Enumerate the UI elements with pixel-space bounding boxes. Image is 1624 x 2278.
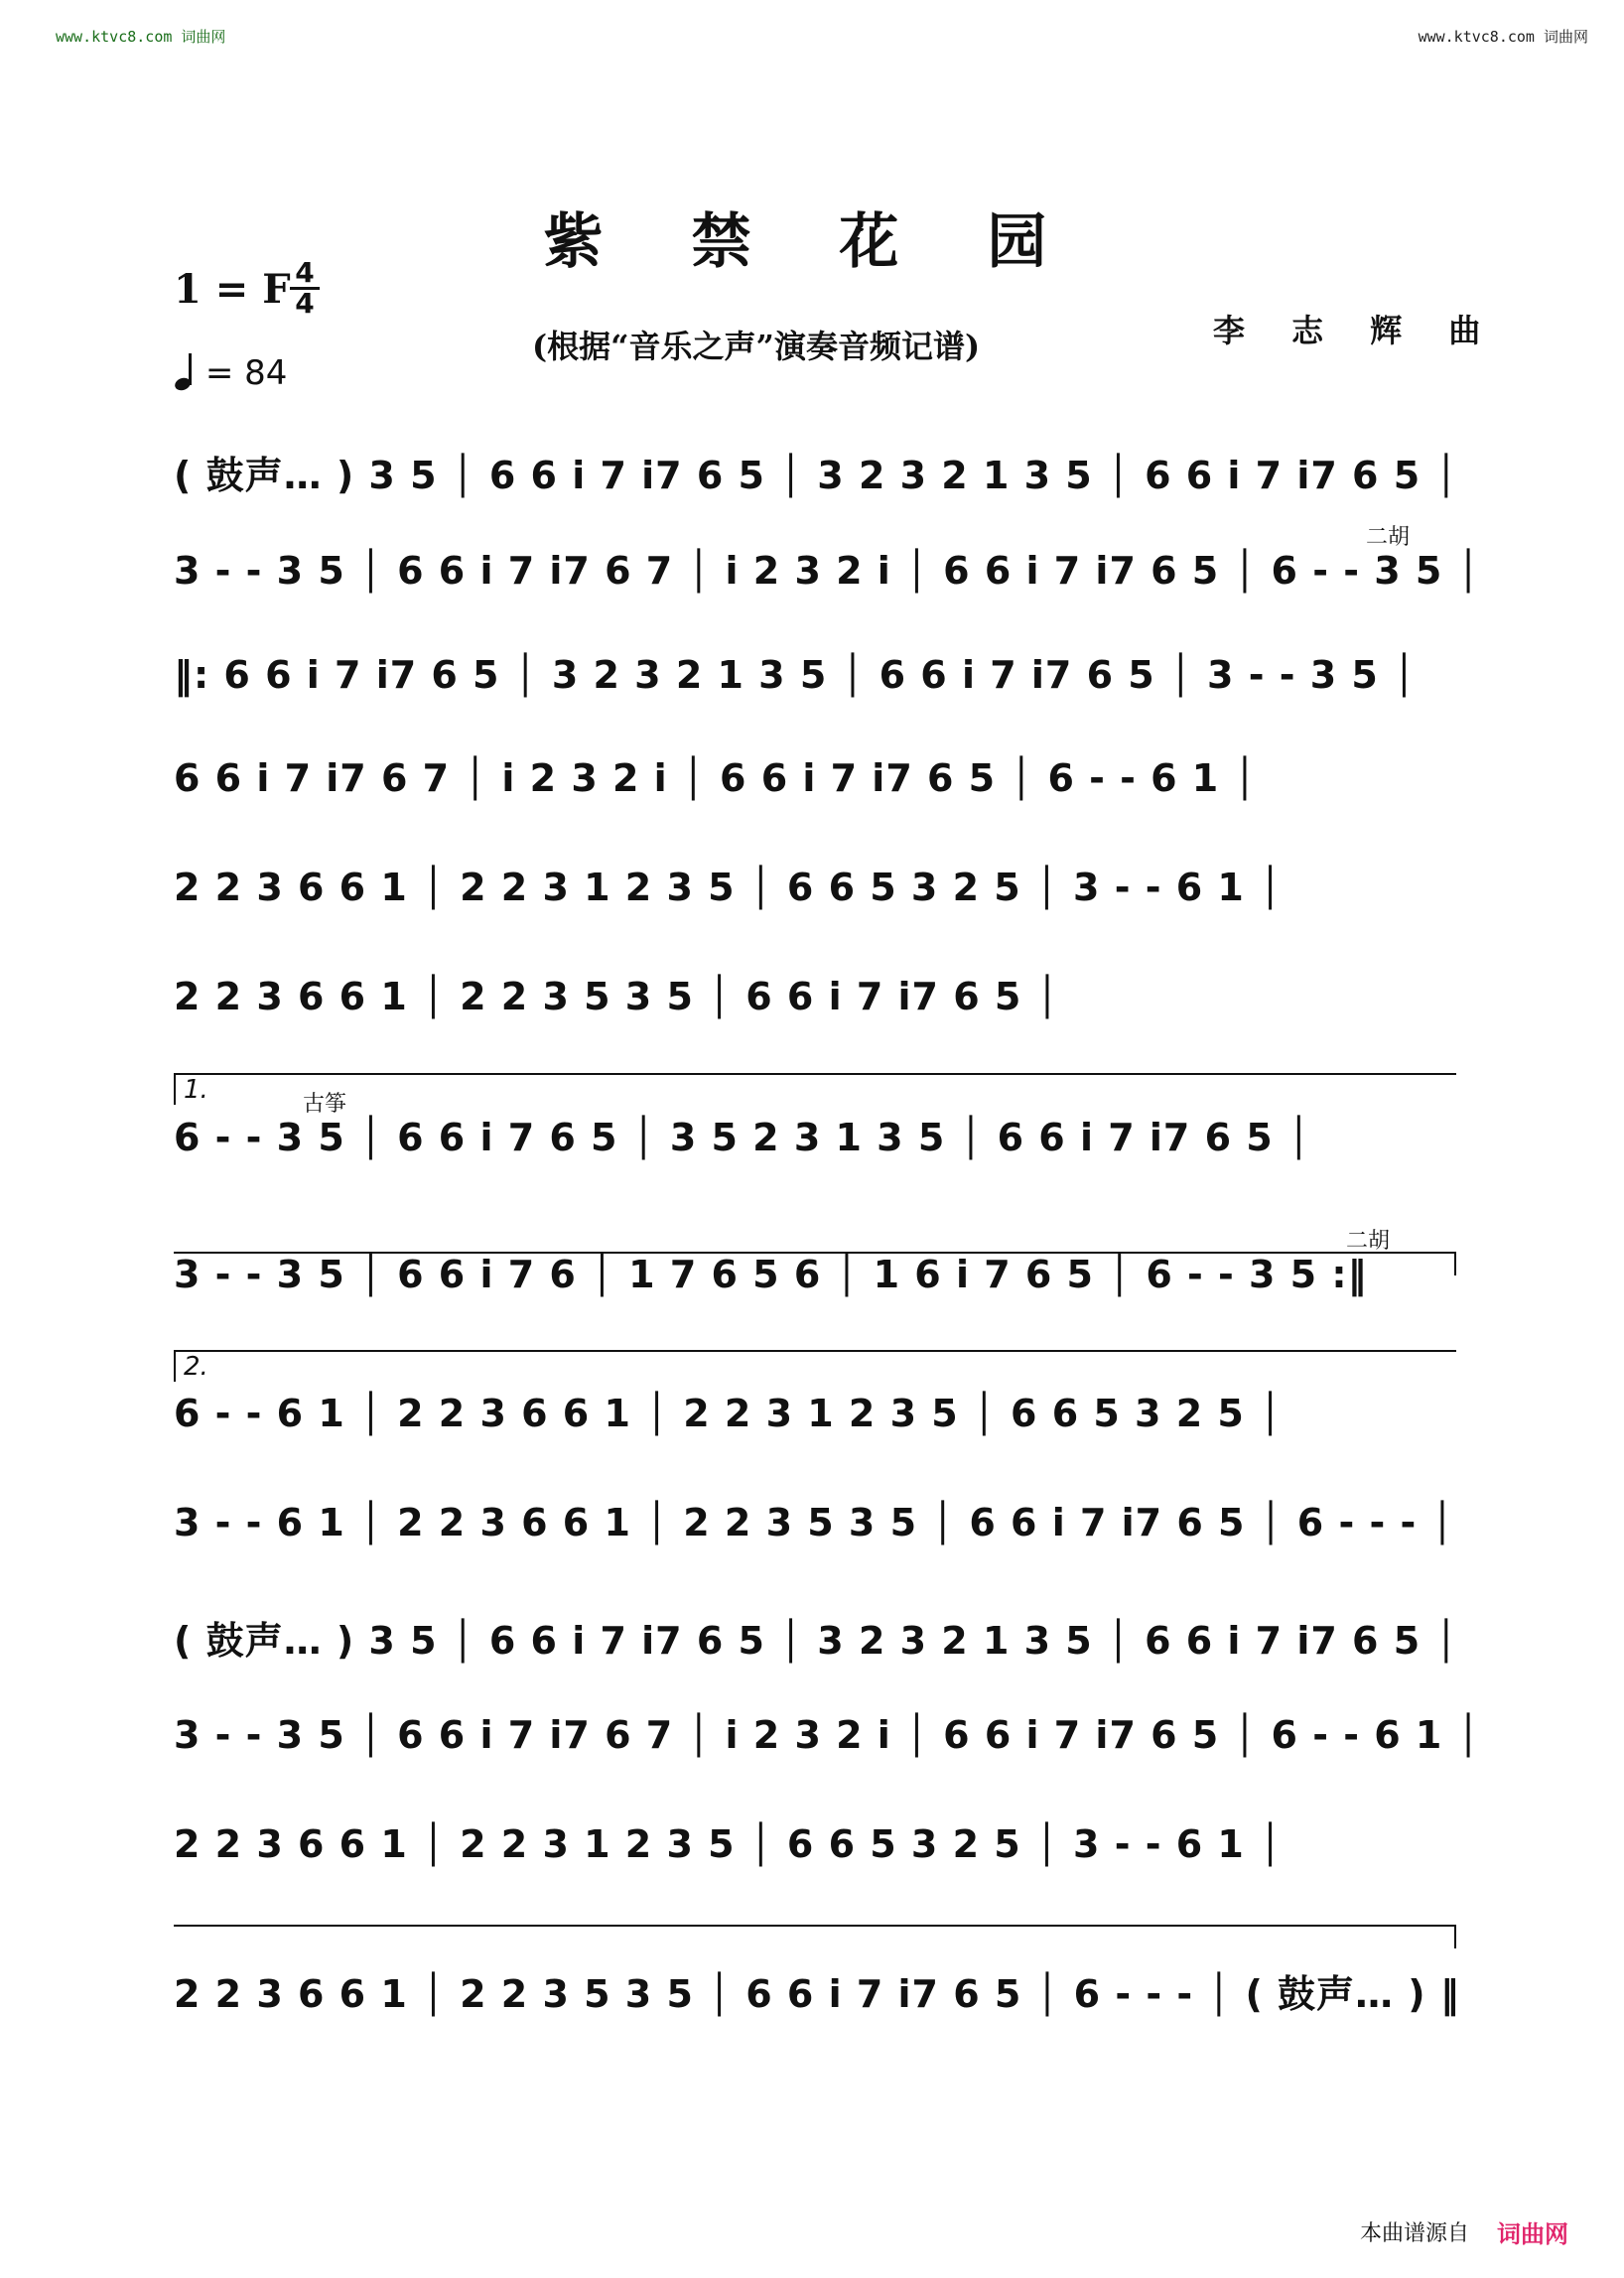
watermark-right: www.ktvc8.com 词曲网 [1418, 28, 1588, 46]
key-signature: 1 = F [174, 266, 291, 313]
score-line-7-notes: 6 - - 3 5 │ 6 6 i 7 6 5 │ 3 5 2 3 1 3 5 │ 6 6 i 7 i7 6 5 │ [174, 1116, 1311, 1159]
side-watermark-right [1610, 0, 1624, 2278]
annotation-guzheng: 古筝 [303, 1092, 347, 1117]
score-line-4-notes: 6 6 i 7 i7 6 7 │ i 2 3 2 i │ 6 6 i 7 i7 6 5 │ 6 - - 6 1 │ [174, 756, 1258, 800]
score-line-13-notes: 2 2 3 6 6 1 │ 2 2 3 1 2 3 5 │ 6 6 5 3 2 5 │ 3 - - 6 1 │ [174, 1822, 1283, 1866]
subtitle: (根据“音乐之声”演奏音频记谱) [532, 328, 981, 365]
score-line-14-notes: 2 2 3 6 6 1 │ 2 2 3 5 3 5 │ 6 6 i 7 i7 6 5 │ 6 - - - │ ( 鼓声… ) ‖ [174, 1972, 1460, 2016]
score-line-9 [174, 1392, 1456, 1435]
score-line-1-notes: ( 鼓声… ) 3 5 │ 6 6 i 7 i7 6 5 │ 3 2 3 2 1 3 5 │ 6 6 i 7 i7 6 5 │ [174, 454, 1459, 497]
score-line-2-notes: 3 - - 3 5 │ 6 6 i 7 i7 6 7 │ i 2 3 2 i │ 6 6 i 7 i7 6 5 │ 6 - - 3 5 │ [174, 549, 1481, 593]
score-line-2 [174, 549, 1481, 593]
time-signature-top: 4 [295, 256, 315, 289]
volta-2 [174, 1350, 1456, 1382]
score-line-6 [174, 975, 1456, 1018]
tempo-value: = 84 [204, 353, 288, 393]
volta-1 [174, 1073, 1456, 1105]
score-line-9-notes: 6 - - 6 1 │ 2 2 3 6 6 1 │ 2 2 3 1 2 3 5 │ 6 6 5 3 2 5 │ [174, 1392, 1283, 1435]
watermark-left: www.ktvc8.com 词曲网 [56, 28, 226, 46]
score-line-14 [174, 1963, 1460, 2018]
score-line-5-notes: 2 2 3 6 6 1 │ 2 2 3 1 2 3 5 │ 6 6 5 3 2 5 │ 3 - - 6 1 │ [174, 866, 1283, 909]
volta-2-label: 2. [184, 1352, 208, 1382]
score-line-3-notes: ‖: 6 6 i 7 i7 6 5 │ 3 2 3 2 1 3 5 │ 6 6 i 7 i7 6 5 │ 3 - - 3 5 │ [174, 653, 1417, 697]
score-line-11-notes: ( 鼓声… ) 3 5 │ 6 6 i 7 i7 6 5 │ 3 2 3 2 1 3 5 │ 6 6 i 7 i7 6 5 │ [174, 1619, 1459, 1663]
score-line-3 [174, 653, 1456, 697]
score-line-1 [174, 445, 1459, 499]
time-signature [290, 256, 320, 320]
annotation-erhu-2: 二胡 [1346, 1229, 1391, 1254]
score-line-8 [174, 1253, 1456, 1296]
footer-source: 本曲谱源自 [1360, 2221, 1470, 2246]
score-line-4 [174, 756, 1456, 800]
annotation-erhu-1: 二胡 [1366, 525, 1411, 550]
score-line-11 [174, 1610, 1459, 1665]
score-line-7 [174, 1116, 1456, 1159]
footer-brand-link[interactable]: 词曲网 [1497, 2220, 1568, 2248]
score-line-6-notes: 2 2 3 6 6 1 │ 2 2 3 5 3 5 │ 6 6 i 7 i7 6 5 │ [174, 975, 1060, 1018]
score-line-13 [174, 1822, 1456, 1866]
quarter-note-icon [175, 354, 195, 390]
side-watermark-left [0, 0, 14, 2278]
score-line-8-notes: 3 - - 3 5 │ 6 6 i 7 6 │ 1 7 6 5 6 │ 1 6 i 7 6 5 │ 6 - - 3 5 :‖ [174, 1253, 1368, 1296]
score-line-12-notes: 3 - - 3 5 │ 6 6 i 7 i7 6 7 │ i 2 3 2 i │ 6 6 i 7 i7 6 5 │ 6 - - 6 1 │ [174, 1713, 1481, 1757]
volta-1-label: 1. [184, 1075, 208, 1105]
score-line-10-notes: 3 - - 6 1 │ 2 2 3 6 6 1 │ 2 2 3 5 3 5 │ 6 6 i 7 i7 6 5 │ 6 - - - │ [174, 1501, 1455, 1544]
score-line-5 [174, 866, 1456, 909]
tempo-marking [175, 353, 287, 393]
score-line-12 [174, 1713, 1481, 1757]
score-line-10 [174, 1501, 1456, 1544]
composer: 李 志 辉 曲 [1213, 312, 1499, 349]
time-signature-bottom: 4 [295, 287, 315, 320]
ending-bracket [174, 1925, 1456, 1948]
song-title: 紫 禁 花 园 [543, 207, 1081, 277]
